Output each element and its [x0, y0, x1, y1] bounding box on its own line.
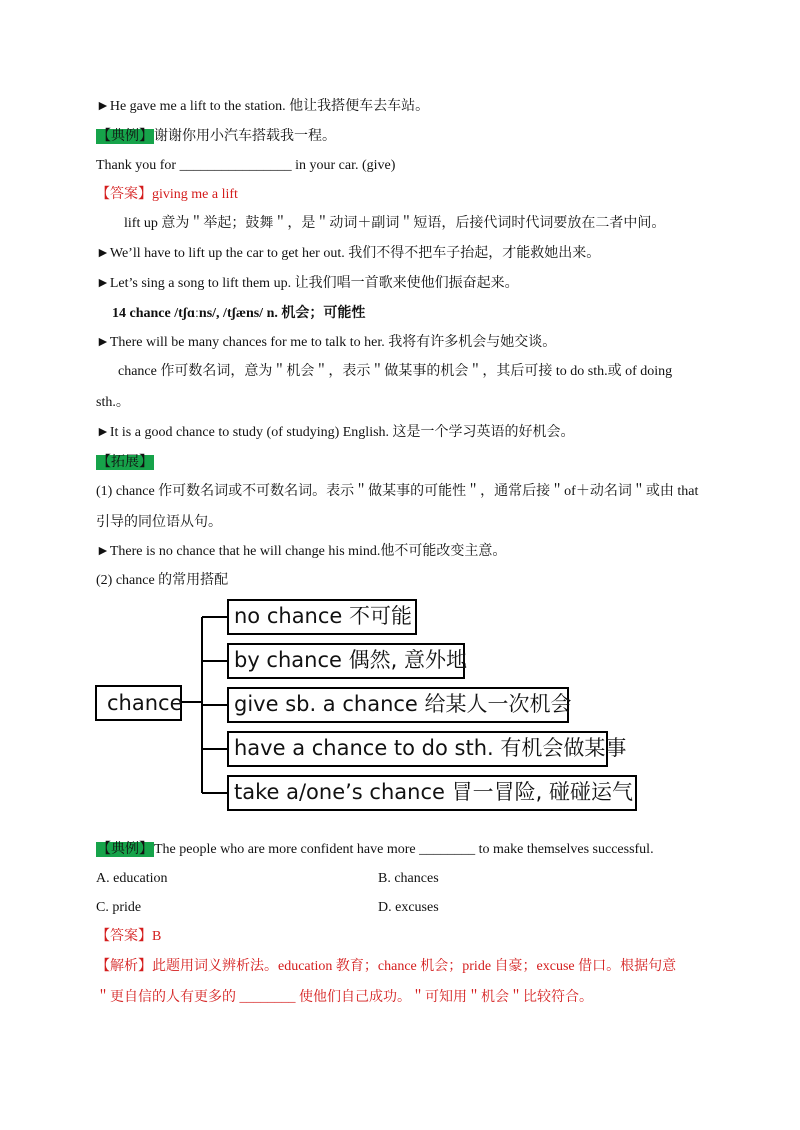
extension-point-1-cont: 引导的同位语从句。	[96, 515, 222, 530]
extension-tag: 【拓展】	[97, 455, 153, 470]
example-prompt-2	[96, 840, 654, 860]
example-prompt-1	[96, 127, 336, 147]
option-d: D. excuses	[378, 900, 439, 915]
chance-explanation-cont: sth.。	[96, 395, 130, 410]
option-a: A. education	[96, 871, 168, 886]
chance-explanation: chance 作可数名词，意为＂机会＂，表示＂做某事的机会＂，其后可接 to do sth.或 of doing	[118, 364, 673, 379]
extension-point-1: (1) chance 作可数名词或不可数名词。表示＂做某事的可能性＂，通常后接＂of＋动名词＂或由 that	[96, 484, 699, 499]
answer-tag: 【答案】	[96, 929, 152, 944]
chance-collocation-diagram	[95, 595, 640, 815]
example-sentence-chance-1: ►There will be many chances for me to talk to her. 我将有许多机会与她交谈。	[96, 335, 557, 350]
answer-1	[96, 185, 238, 205]
answer-2	[96, 927, 161, 947]
example-sentence-lift-up-2: ►Let’s sing a song to lift them up. 让我们唱一首歌来使他们振奋起来。	[96, 276, 519, 291]
collocation-no-chance: no chance 不可能	[227, 599, 417, 635]
option-b: B. chances	[378, 871, 439, 886]
collocation-take-chance: take a/one’s chance 冒一冒险, 碰碰运气	[227, 775, 637, 811]
diagram-root-chance: chance	[95, 685, 182, 721]
fill-in-sentence: Thank you for ________________ in your car. (give)	[96, 158, 396, 173]
example-sentence-lift-up-1: ►We’ll have to lift up the car to get her out. 我们不得不把车子抬起，才能救她出来。	[96, 246, 601, 261]
example-sentence-chance-3: ►There is no chance that he will change his mind.他不可能改变主意。	[96, 544, 507, 559]
example-sentence-chance-2: ►It is a good chance to study (of studying) English. 这是一个学习英语的好机会。	[96, 425, 575, 440]
lift-up-explanation: lift up 意为＂举起；鼓舞＂，是＂动词＋副词＂短语，后接代词时代词要放在二者中间。	[124, 216, 666, 231]
analysis-line-1: 【解析】此题用词义辨析法。education 教育；chance 机会；pride 自豪；excuse 借口。根据句意	[96, 959, 677, 974]
example-sentence-lift: ►He gave me a lift to the station. 他让我搭便车去车站。	[96, 99, 430, 114]
example-tag: 【典例】	[97, 842, 153, 857]
example-text: 谢谢你用小汽车搭载我一程。	[154, 129, 336, 144]
example-question: The people who are more confident have more ________ to make themselves successful.	[154, 842, 654, 857]
extension-header	[96, 453, 154, 473]
example-tag: 【典例】	[97, 129, 153, 144]
analysis-line-2: ＂更自信的人有更多的 ________ 使他们自己成功。＂可知用＂机会＂比较符合。	[96, 990, 593, 1005]
answer-tag: 【答案】	[96, 187, 152, 202]
answer-text: B	[152, 929, 162, 944]
collocation-have-chance: have a chance to do sth. 有机会做某事	[227, 731, 608, 767]
answer-text: giving me a lift	[152, 187, 238, 202]
collocation-give-chance: give sb. a chance 给某人一次机会	[227, 687, 569, 723]
collocation-by-chance: by chance 偶然, 意外地	[227, 643, 465, 679]
option-c: C. pride	[96, 900, 142, 915]
vocab-heading-chance: 14 chance /tʃɑːns/, /tʃæns/ n. 机会；可能性	[112, 306, 366, 321]
extension-point-2: (2) chance 的常用搭配	[96, 573, 229, 588]
